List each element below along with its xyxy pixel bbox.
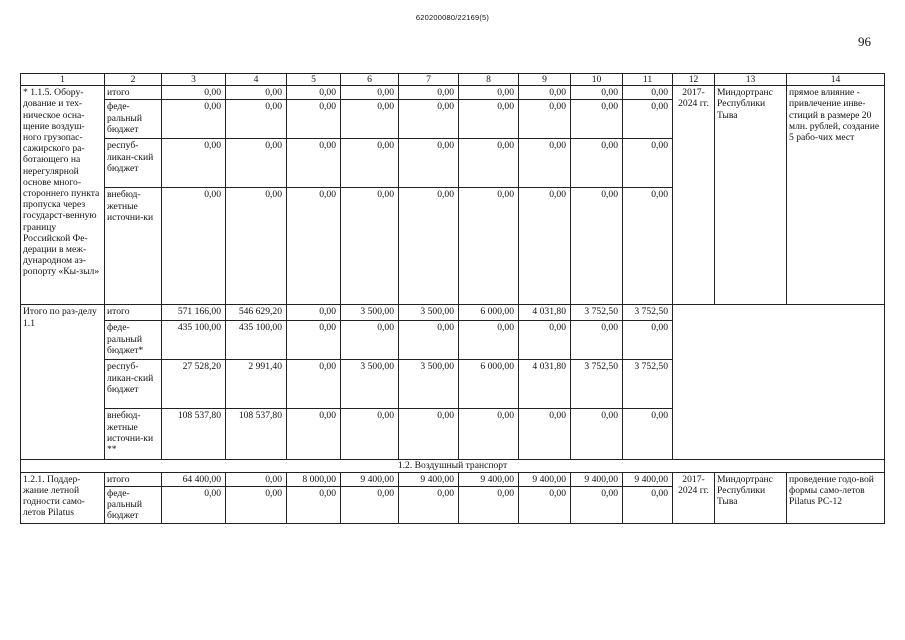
- value-cell: 0,00: [623, 86, 673, 100]
- value-cell: 0,00: [623, 100, 673, 139]
- value-cell: 0,00: [226, 472, 287, 486]
- funding-source-label: респуб-ликан-ский бюджет: [105, 360, 162, 409]
- value-cell: 0,00: [341, 100, 399, 139]
- column-number-row: [21, 74, 885, 86]
- funding-source-label: итого: [105, 86, 162, 100]
- funding-source-label: внебюд-жетные источни-ки **: [105, 409, 162, 460]
- value-cell: 0,00: [623, 139, 673, 188]
- value-cell: 0,00: [341, 486, 399, 523]
- value-cell: 0,00: [623, 409, 673, 460]
- column-number: 11: [623, 74, 673, 86]
- executor-cell: Миндортранс Республики Тыва: [715, 86, 787, 305]
- value-cell: 8 000,00: [287, 472, 341, 486]
- value-cell: 0,00: [226, 188, 287, 305]
- value-cell: 3 500,00: [399, 305, 459, 321]
- value-cell: 64 400,00: [162, 472, 226, 486]
- value-cell: 0,00: [287, 100, 341, 139]
- value-cell: 0,00: [341, 409, 399, 460]
- page-number: 96: [858, 34, 871, 49]
- value-cell: 0,00: [287, 321, 341, 360]
- value-cell: 9 400,00: [519, 472, 571, 486]
- value-cell: 3 752,50: [571, 360, 623, 409]
- value-cell: 0,00: [399, 86, 459, 100]
- value-cell: 108 537,80: [162, 409, 226, 460]
- column-number: 1: [21, 74, 105, 86]
- value-cell: 0,00: [459, 100, 519, 139]
- funding-source-label: феде-ральный бюджет: [105, 486, 162, 523]
- value-cell: 546 629,20: [226, 305, 287, 321]
- value-cell: 0,00: [519, 139, 571, 188]
- value-cell: 0,00: [623, 321, 673, 360]
- value-cell: 0,00: [571, 139, 623, 188]
- value-cell: 0,00: [287, 188, 341, 305]
- funding-source-label: феде-ральный бюджет*: [105, 321, 162, 360]
- funding-source-label: респуб-ликан-ский бюджет: [105, 139, 162, 188]
- funding-source-label: феде-ральный бюджет: [105, 100, 162, 139]
- value-cell: 435 100,00: [162, 321, 226, 360]
- document-id: 620200080/22169(5): [415, 13, 490, 22]
- value-cell: 0,00: [341, 188, 399, 305]
- value-cell: 0,00: [623, 188, 673, 305]
- value-cell: 108 537,80: [226, 409, 287, 460]
- value-cell: 0,00: [571, 100, 623, 139]
- value-cell: 0,00: [226, 486, 287, 523]
- value-cell: 435 100,00: [226, 321, 287, 360]
- value-cell: 9 400,00: [459, 472, 519, 486]
- table-row: [21, 86, 885, 100]
- value-cell: 27 528,20: [162, 360, 226, 409]
- value-cell: 571 166,00: [162, 305, 226, 321]
- value-cell: 0,00: [399, 321, 459, 360]
- value-cell: 0,00: [519, 321, 571, 360]
- empty-merged-cell: [673, 305, 885, 460]
- funding-source-label: итого: [105, 472, 162, 486]
- value-cell: 4 031,80: [519, 360, 571, 409]
- measure-name: 1.2.1. Поддер-жание летной годности само-летов Pilatus: [21, 472, 105, 523]
- column-number: 9: [519, 74, 571, 86]
- section-title: 1.2. Воздушный транспорт: [21, 460, 885, 472]
- value-cell: 0,00: [162, 100, 226, 139]
- program-table: [20, 73, 885, 524]
- value-cell: 0,00: [287, 409, 341, 460]
- value-cell: 4 031,80: [519, 305, 571, 321]
- period-cell: 2017-2024 гг.: [673, 472, 715, 523]
- result-cell: прямое влияние - привлечение инве-стиций в размере 20 млн. рублей, создание 5 рабо-чих мест: [787, 86, 885, 305]
- value-cell: 0,00: [287, 305, 341, 321]
- column-number: 13: [715, 74, 787, 86]
- column-number: 5: [287, 74, 341, 86]
- value-cell: 0,00: [226, 100, 287, 139]
- value-cell: 6 000,00: [459, 360, 519, 409]
- value-cell: 3 500,00: [341, 360, 399, 409]
- value-cell: 6 000,00: [459, 305, 519, 321]
- value-cell: 0,00: [459, 188, 519, 305]
- value-cell: 0,00: [399, 409, 459, 460]
- table-row: [21, 305, 885, 321]
- value-cell: 0,00: [459, 321, 519, 360]
- period-cell: 2017-2024 гг.: [673, 86, 715, 305]
- value-cell: 0,00: [519, 188, 571, 305]
- value-cell: 0,00: [459, 139, 519, 188]
- value-cell: 3 500,00: [341, 305, 399, 321]
- value-cell: 0,00: [459, 409, 519, 460]
- executor-cell: Миндортранс Республики Тыва: [715, 472, 787, 523]
- funding-source-label: внебюд-жетные источни-ки: [105, 188, 162, 305]
- value-cell: 9 400,00: [571, 472, 623, 486]
- column-number: 12: [673, 74, 715, 86]
- value-cell: 0,00: [341, 139, 399, 188]
- value-cell: 0,00: [399, 100, 459, 139]
- funding-source-label: итого: [105, 305, 162, 321]
- value-cell: 0,00: [519, 86, 571, 100]
- column-number: 7: [399, 74, 459, 86]
- value-cell: 0,00: [459, 86, 519, 100]
- result-cell: проведение годо-вой формы само-летов Pilatus PC-12: [787, 472, 885, 523]
- value-cell: 9 400,00: [623, 472, 673, 486]
- value-cell: 0,00: [571, 86, 623, 100]
- value-cell: 0,00: [287, 360, 341, 409]
- column-number: 4: [226, 74, 287, 86]
- value-cell: 0,00: [162, 188, 226, 305]
- value-cell: 0,00: [287, 86, 341, 100]
- value-cell: 0,00: [399, 486, 459, 523]
- value-cell: 0,00: [519, 409, 571, 460]
- value-cell: 0,00: [162, 86, 226, 100]
- value-cell: 0,00: [399, 188, 459, 305]
- value-cell: 2 991,40: [226, 360, 287, 409]
- value-cell: 0,00: [287, 486, 341, 523]
- value-cell: 0,00: [459, 486, 519, 523]
- section-total-name: Итого по раз-делу 1.1: [21, 305, 105, 460]
- value-cell: 0,00: [571, 321, 623, 360]
- value-cell: 9 400,00: [399, 472, 459, 486]
- measure-name: * 1.1.5. Обору-дование и тех-ническое осна-щение воздуш-ного грузопас-сажирского ра-ботающего на нерегулярной основе много-стороннего пункта пропуска через государст-венную границу Российской Фе-дерации в меж-дународном аэ-ропорту «Кы-зыл»: [21, 86, 105, 305]
- value-cell: 0,00: [287, 139, 341, 188]
- value-cell: 0,00: [162, 139, 226, 188]
- column-number: 10: [571, 74, 623, 86]
- column-number: 6: [341, 74, 399, 86]
- value-cell: 3 752,50: [623, 305, 673, 321]
- value-cell: 3 500,00: [399, 360, 459, 409]
- value-cell: 0,00: [623, 486, 673, 523]
- value-cell: 0,00: [519, 486, 571, 523]
- column-number: 2: [105, 74, 162, 86]
- value-cell: 0,00: [226, 86, 287, 100]
- table-row: [21, 472, 885, 486]
- value-cell: 0,00: [571, 409, 623, 460]
- value-cell: 9 400,00: [341, 472, 399, 486]
- value-cell: 0,00: [571, 486, 623, 523]
- value-cell: 0,00: [519, 100, 571, 139]
- value-cell: 0,00: [162, 486, 226, 523]
- column-number: 3: [162, 74, 226, 86]
- value-cell: 0,00: [571, 188, 623, 305]
- column-number: 14: [787, 74, 885, 86]
- value-cell: 0,00: [341, 321, 399, 360]
- section-row: [21, 460, 885, 472]
- column-number: 8: [459, 74, 519, 86]
- value-cell: 0,00: [341, 86, 399, 100]
- value-cell: 0,00: [399, 139, 459, 188]
- value-cell: 3 752,50: [571, 305, 623, 321]
- value-cell: 3 752,50: [623, 360, 673, 409]
- value-cell: 0,00: [226, 139, 287, 188]
